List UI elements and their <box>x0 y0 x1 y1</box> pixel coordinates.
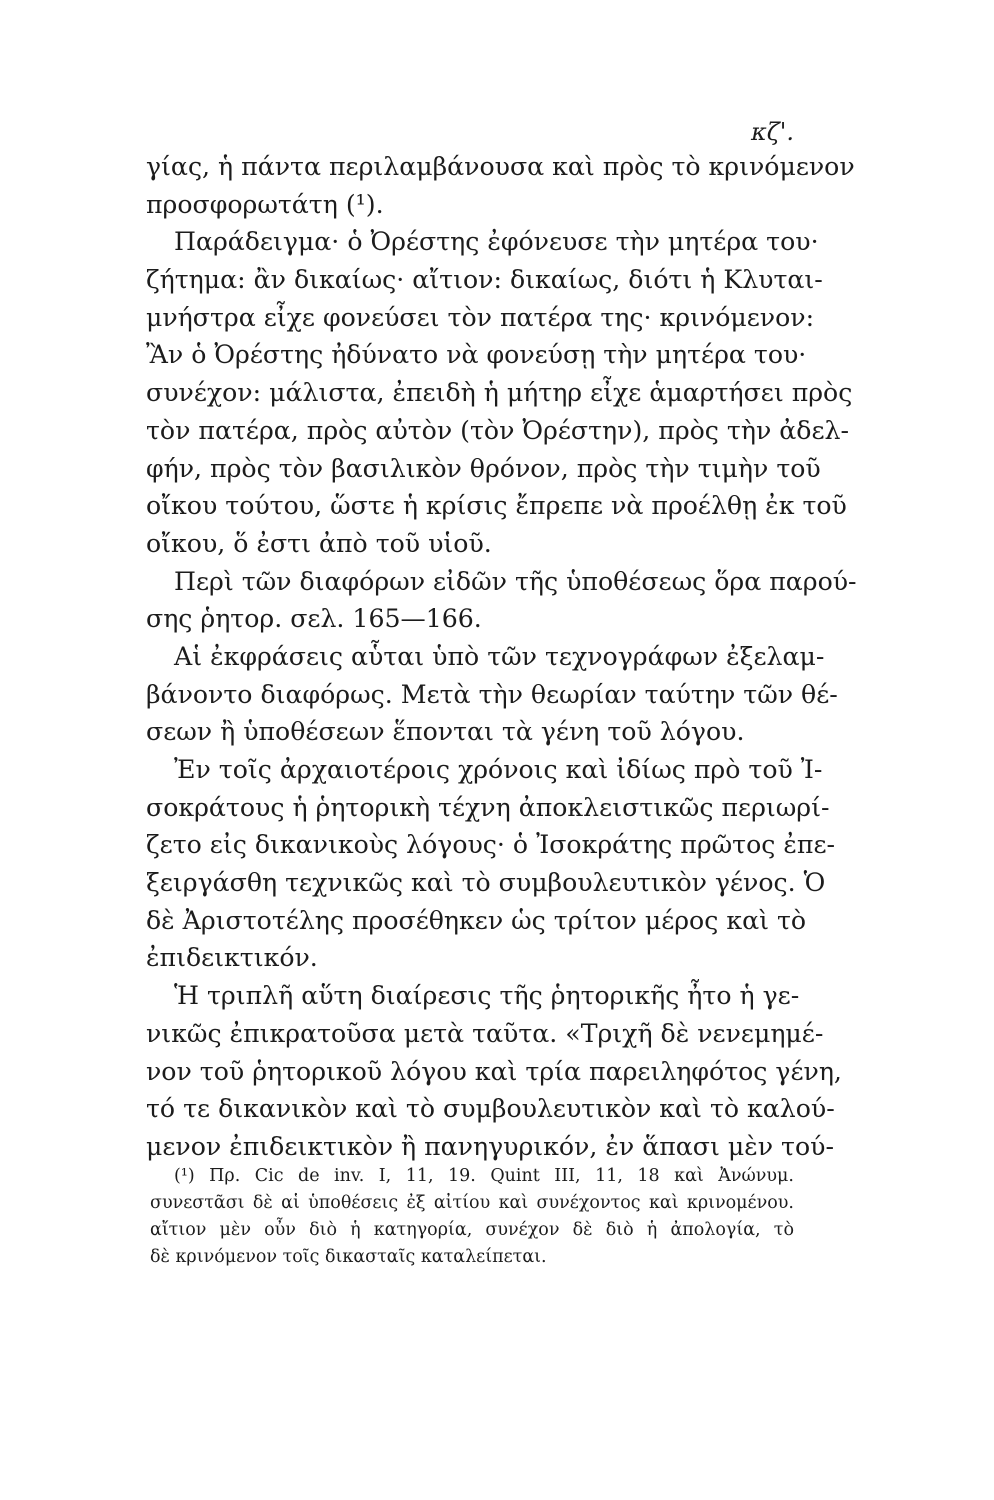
text-line: Παράδειγμα· ὁ Ὀρέστης ἐφόνευσε τὴν μητέρα του· <box>174 227 819 257</box>
text-line: ζετο εἰς δικανικοὺς λόγους· ὁ Ἰσοκράτης πρῶτος ἐπε- <box>146 830 836 860</box>
text-line: μενον ἐπιδεικτικὸν ἢ πανηγυρικόν, ἐν ἅπασι μὲν τού- <box>146 1131 834 1161</box>
text-line: φήν, πρὸς τὸν βασιλικὸν θρόνον, πρὸς τὴν τιμὴν τοῦ <box>146 453 821 483</box>
text-line: σης ῥητορ. σελ. 165—166. <box>146 604 482 634</box>
text-line: νικῶς ἐπικρατοῦσα μετὰ ταῦτα. «Τριχῆ δὲ νενεμημέ- <box>146 1018 824 1048</box>
footnotes <box>150 1163 794 1271</box>
footnote-line: συνεστᾶσι δὲ αἱ ὑποθέσεις ἐξ αἰτίου καὶ συνέχοντος καὶ κρινομένου. <box>150 1193 794 1213</box>
footnote-line: δὲ κρινόμενον τοῖς δικασταῖς καταλείπεται. <box>150 1247 547 1267</box>
text-line: τό τε δικανικὸν καὶ τὸ συμβουλευτικὸν καὶ τὸ καλού- <box>146 1094 835 1124</box>
text-line: οἴκου, ὅ ἐστι ἀπὸ τοῦ υἱοῦ. <box>146 528 492 558</box>
text-line: συνέχον: μάλιστα, ἐπειδὴ ἡ μήτηρ εἶχε ἁμαρτήσει πρὸς <box>146 378 853 408</box>
text-line: βάνοντο διαφόρως. Μετὰ τὴν θεωρίαν ταύτην τῶν θέ- <box>146 679 838 709</box>
text-line: Ἡ τριπλῆ αὕτη διαίρεσις τῆς ῥητορικῆς ἦτο ἡ γε- <box>174 981 800 1011</box>
text-line: ξειργάσθη τεχνικῶς καὶ τὸ συμβουλευτικὸν γένος. Ὁ <box>146 868 826 898</box>
footnote-line: (¹) Πρ. Cic de inv. I, 11, 19. Quint III, 11, 18 καὶ Ἀνώνυμ. <box>174 1166 794 1186</box>
text-line: νον τοῦ ῥητορικοῦ λόγου καὶ τρία παρειληφότος γένη, <box>146 1056 842 1086</box>
text-line: τὸν πατέρα, πρὸς αὐτὸν (τὸν Ὀρέστην), πρὸς τὴν ἀδελ- <box>146 415 849 445</box>
text-line: σεων ἢ ὑποθέσεων ἕπονται τὰ γένη τοῦ λόγου. <box>146 717 745 747</box>
text-line: προσφορωτάτη (¹). <box>146 189 384 219</box>
footnote-line: αἴτιον μὲν οὖν διὸ ἡ κατηγορία, συνέχον δὲ διὸ ἡ ἀπολογία, τὸ <box>150 1220 794 1240</box>
body-text <box>146 148 857 1166</box>
text-line: ζήτημα: ἂν δικαίως· αἴτιον: δικαίως, διότι ἡ Κλυται- <box>146 265 823 295</box>
page-number: κζ'. <box>751 118 794 146</box>
text-line: δὲ Ἀριστοτέλης προσέθηκεν ὡς τρίτον μέρος καὶ τὸ <box>146 905 807 935</box>
text-line: Ἐν τοῖς ἀρχαιοτέροις χρόνοις καὶ ἰδίως πρὸ τοῦ Ἰ- <box>174 755 823 784</box>
text-line: σοκράτους ἡ ῥητορικὴ τέχνη ἀποκλειστικῶς περιωρί- <box>146 792 830 822</box>
text-line: Περὶ τῶν διαφόρων εἰδῶν τῆς ὑποθέσεως ὅρα παρού- <box>174 566 857 596</box>
text-line: Αἱ ἐκφράσεις αὗται ὑπὸ τῶν τεχνογράφων ἐξελαμ- <box>174 641 825 671</box>
text-line: γίας, ἡ πάντα περιλαμβάνουσα καὶ πρὸς τὸ κρινόμενον <box>146 152 855 181</box>
text-line: Ἂν ὁ Ὀρέστης ἠδύνατο νὰ φονεύσῃ τὴν μητέρα του· <box>146 340 807 370</box>
text-line: οἴκου τούτου, ὥστε ἡ κρίσις ἔπρεπε νὰ προέλθῃ ἐκ τοῦ <box>146 491 847 521</box>
text-line: μνήστρα εἶχε φονεύσει τὸν πατέρα της· κρινόμενον: <box>146 302 815 332</box>
text-line: ἐπιδεικτικόν. <box>146 943 318 973</box>
